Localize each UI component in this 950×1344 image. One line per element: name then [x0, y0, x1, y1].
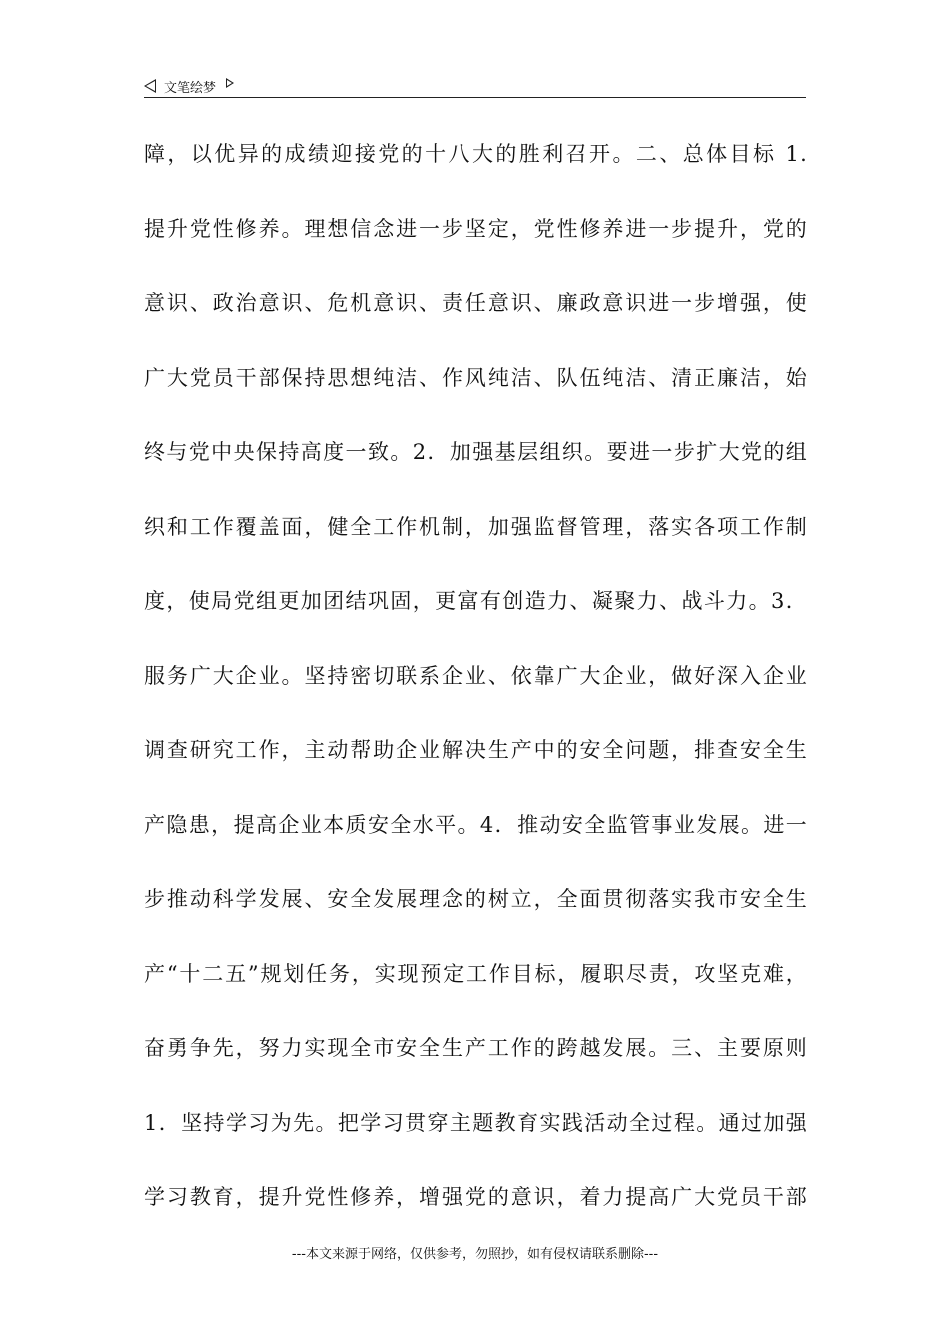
body-line: 终与党中央保持高度一致。2．加强基层组织。要进一步扩大党的组	[144, 440, 808, 464]
body-line: 1．坚持学习为先。把学习贯穿主题教育实践活动全过程。通过加强	[144, 1110, 808, 1135]
body-line: 奋勇争先，努力实现全市安全生产工作的跨越发展。三、主要原则	[144, 1036, 808, 1060]
document-body	[144, 126, 808, 1244]
body-line: 服务广大企业。坚持密切联系企业、依靠广大企业，做好深入企业	[144, 663, 808, 688]
triangle-left-icon	[144, 79, 156, 93]
header-divider	[144, 97, 806, 98]
document-header	[144, 74, 806, 98]
body-line: 产“十二五”规划任务，实现预定工作目标，履职尽责，攻坚克难，	[144, 961, 808, 986]
body-line: 广大党员干部保持思想纯洁、作风纯洁、队伍纯洁、清正廉洁，始	[144, 365, 808, 390]
body-line: 产隐患，提高企业本质安全水平。4．推动安全监管事业发展。进一	[144, 812, 808, 837]
triangle-right-icon	[226, 78, 234, 88]
body-line: 调查研究工作，主动帮助企业解决生产中的安全问题，排查安全生	[144, 738, 808, 762]
body-line: 意识、政治意识、危机意识、责任意识、廉政意识进一步增强，使	[144, 291, 808, 315]
body-line: 学习教育，提升党性修养，增强党的意识，着力提高广大党员干部	[144, 1185, 808, 1209]
header-title: 文笔绘梦	[164, 80, 217, 96]
body-line: 提升党性修养。理想信念进一步坚定，党性修养进一步提升，党的	[144, 216, 808, 241]
body-line: 步推动科学发展、安全发展理念的树立，全面贯彻落实我市安全生	[144, 887, 808, 911]
body-line: 度，使局党组更加团结巩固，更富有创造力、凝聚力、战斗力。3．	[144, 589, 808, 613]
body-line: 障，以优异的成绩迎接党的十八大的胜利召开。二、总体目标 1.	[144, 142, 808, 166]
body-line: 织和工作覆盖面，健全工作机制，加强监督管理，落实各项工作制	[144, 514, 808, 539]
footer-disclaimer: ---本文来源于网络，仅供参考，勿照抄，如有侵权请联系删除---	[291, 1247, 659, 1262]
